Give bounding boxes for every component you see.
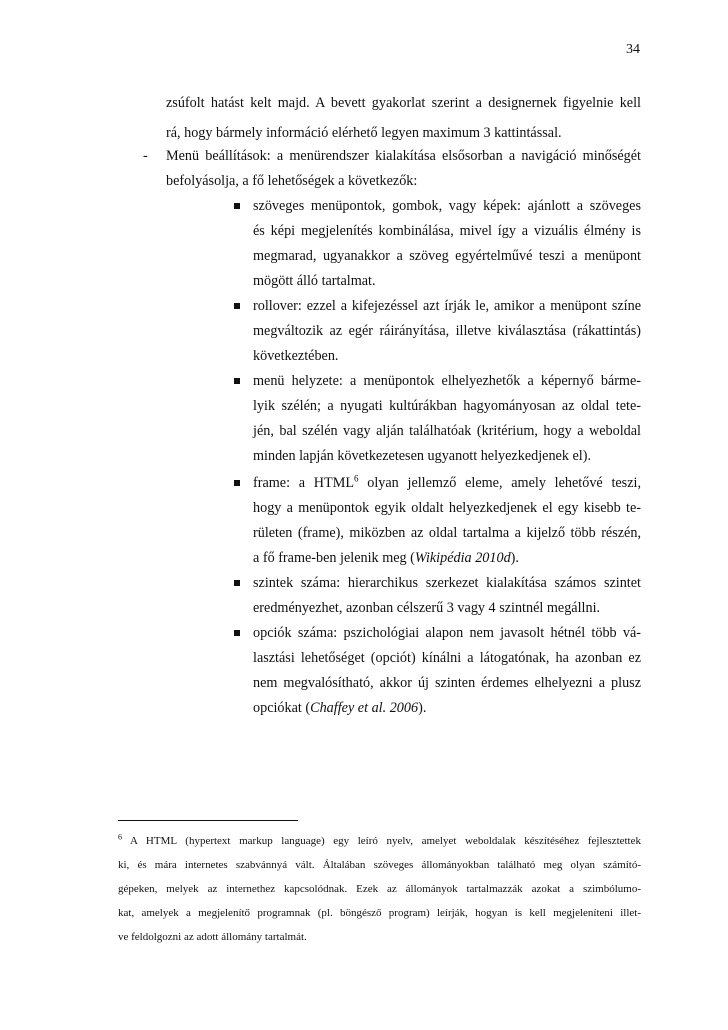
- bullet-text-line: rületen (frame), miközben az oldal tartalma a kijelző több részén,: [253, 525, 641, 541]
- bullet-text-line: mögött álló tartalmat.: [253, 273, 376, 289]
- bullet-icon: [234, 580, 240, 586]
- footnote-line: kat, amelyek a megjelenítő programnak (pl. böngésző program) leírják, hogyan is kell megjeleníteni illet-: [118, 907, 641, 919]
- bullet-text-line: menü helyzete: a menüpontok elhelyezhetők a képernyő bárme-: [253, 373, 641, 389]
- footnote-line: ki, és mára internetes szabvánnyá vált. Általában szöveges állományokban található meg olyan számító-: [118, 859, 641, 871]
- body-text-line: rá, hogy bármely információ elérhető legyen maximum 3 kattintással.: [166, 125, 562, 141]
- bullet-text-line: jén, bal szélén vagy alján találhatóak (kritérium, hogy a weboldal: [253, 423, 641, 439]
- bullet-text-line: [253, 699, 641, 717]
- footnote-line: [118, 834, 641, 848]
- citation-pre: a fő frame-ben jelenik meg (: [253, 550, 415, 566]
- citation: Wikipédia 2010d: [414, 550, 511, 566]
- bullet-text-line: szöveges menüpontok, gombok, vagy képek: ajánlott a szöveges: [253, 198, 641, 214]
- bullet-text-line: minden lapján következetesen ugyanott helyezkedjenek el).: [253, 448, 591, 464]
- bullet-text-line: megváltozik az egér ráirányítása, illetve kiválasztása (rákattintás): [253, 323, 641, 339]
- bullet-text-line: nem megvalósítható, akkor új szinten érdemes elhelyezni a plusz: [253, 675, 641, 691]
- citation-pre: opciókat (: [253, 700, 311, 716]
- citation-post: ).: [418, 700, 427, 716]
- bullet-text-line: [253, 549, 641, 567]
- bullet-icon: [234, 303, 240, 309]
- bullet-text-line: lyik szélén; a nyugati kultúrákban hagyományosan az oldal tete-: [253, 398, 641, 414]
- list-dash-marker: -: [143, 148, 148, 164]
- bullet-text-line: szintek száma: hierarchikus szerkezet kialakítása számos szintet: [253, 575, 641, 591]
- bullet-icon: [234, 480, 240, 486]
- bullet-text-line: [253, 474, 641, 492]
- bullet-text-line: lasztási lehetőséget (opciót) kínálni a látogatónak, ha azonban ez: [253, 650, 641, 666]
- footnote-marker: 6: [118, 832, 122, 842]
- bullet-icon: [234, 203, 240, 209]
- bullet-text-line: következtében.: [253, 348, 339, 364]
- citation-post: ).: [510, 550, 519, 566]
- bullet-text-line: eredményezhet, azonban célszerű 3 vagy 4 szintnél megállni.: [253, 600, 601, 616]
- frame-text-post: olyan jellemző eleme, amely lehetővé teszi,: [358, 475, 641, 491]
- bullet-text-line: megmarad, ugyanakkor a szöveg egyértelművé teszi a menüpont: [253, 248, 641, 264]
- bullet-icon: [234, 378, 240, 384]
- bullet-icon: [234, 630, 240, 636]
- footnote-line: gépeken, melyek az internethez kapcsolódnak. Ezek az állományok tartalmazzák azokat a szimbólumo-: [118, 883, 641, 895]
- citation: Chaffey et al. 2006: [310, 700, 419, 716]
- list-item-text: befolyásolja, a fő lehetőségek a következők:: [166, 173, 418, 189]
- footnote-separator: [118, 820, 298, 821]
- bullet-text-line: hogy a menüpontok egyik oldalt helyezkedjenek el egy kisebb te-: [253, 500, 641, 516]
- bullet-text-line: opciók száma: pszichológiai alapon nem javasolt hétnél több vá-: [253, 625, 641, 641]
- body-text-line: zsúfolt hatást kelt majd. A bevett gyakorlat szerint a designernek figyelnie kell: [166, 95, 641, 111]
- footnote-reference[interactable]: 6: [354, 473, 359, 484]
- footnote-text: A HTML (hypertext markup language) egy leíró nyelv, amelyet weboldalak készítéséhez fejlesztettek: [122, 835, 641, 847]
- frame-text-pre: frame: a HTML: [253, 475, 354, 491]
- bullet-text-line: rollover: ezzel a kifejezéssel azt írják le, amikor a menüpont színe: [253, 298, 641, 314]
- bullet-text-line: és képi megjelenítés kombinálása, mivel így a vizuális élmény is: [253, 223, 641, 239]
- footnote-line: ve feldolgozni az adott állomány tartalmát.: [118, 931, 307, 943]
- page-number: 34: [626, 42, 640, 57]
- list-item-text: Menü beállítások: a menürendszer kialakítása elsősorban a navigáció minőségét: [166, 148, 641, 164]
